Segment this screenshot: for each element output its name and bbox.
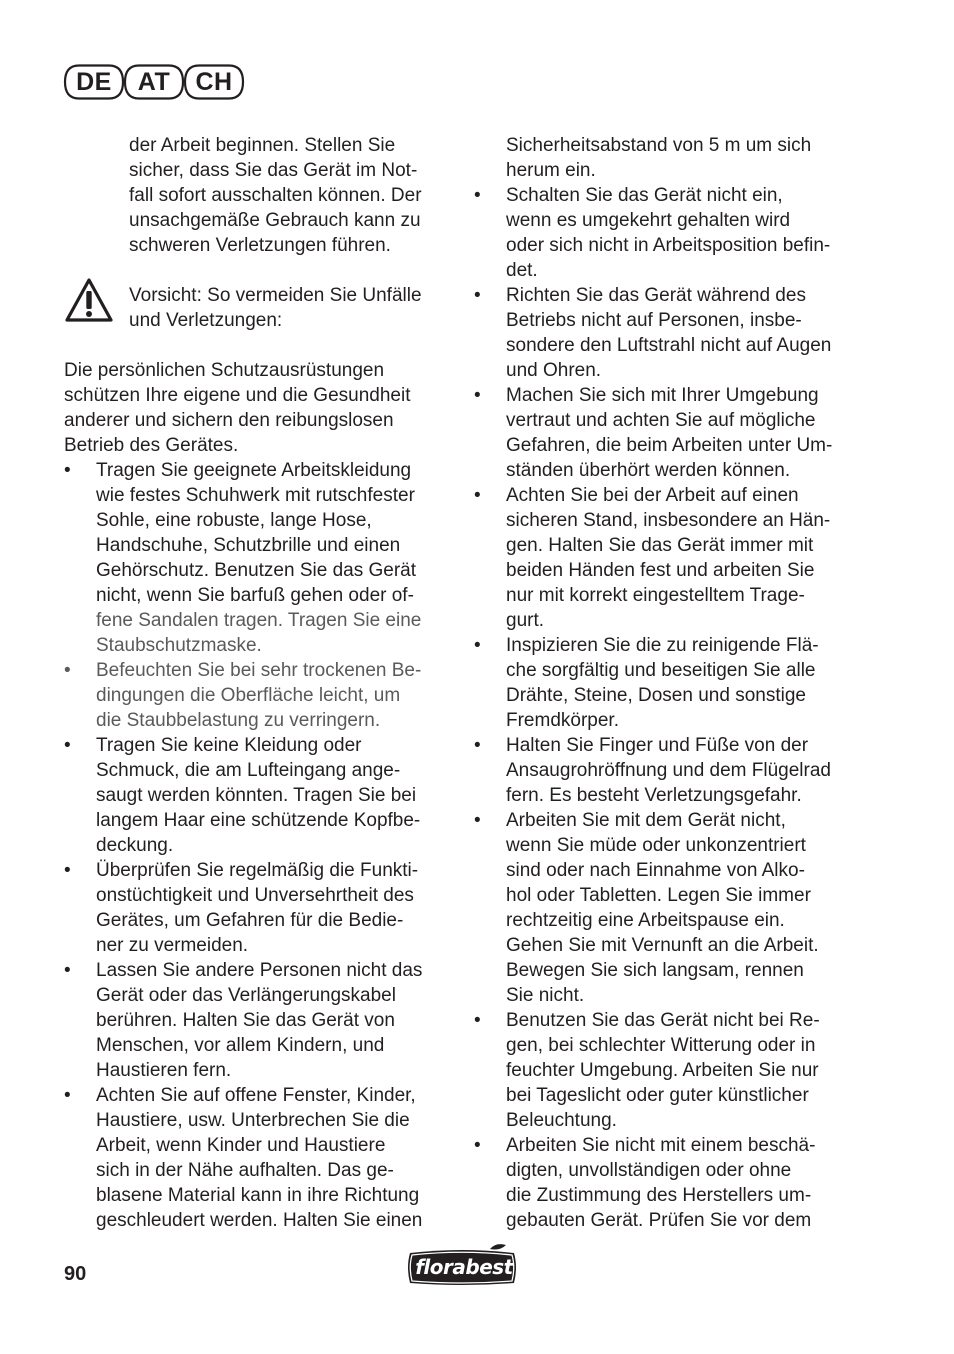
language-badge-de xyxy=(63,64,125,100)
text-line: blasene Material kann in ihre Richtung xyxy=(96,1185,420,1206)
text-line: deckung. xyxy=(96,835,174,856)
text-line: Haustieren fern. xyxy=(96,1060,232,1081)
language-badge-ch xyxy=(183,64,245,100)
list-item xyxy=(474,1008,869,1133)
text-line: und Verletzungen: xyxy=(129,310,283,331)
text-line: Die persönlichen Schutzausrüstungen xyxy=(64,360,385,381)
list-item xyxy=(474,383,869,483)
left-column xyxy=(64,133,459,1233)
text-line: wie festes Schuhwerk mit rutschfester xyxy=(96,485,415,506)
text-line: Tragen Sie keine Kleidung oder xyxy=(96,735,362,756)
text-line: gen. Halten Sie das Gerät immer mit xyxy=(506,535,814,556)
text-line: Schmuck, die am Lufteingang ange- xyxy=(96,760,401,781)
text-line: Gefahren, die beim Arbeiten unter Um- xyxy=(506,435,833,456)
text-line: sich in der Nähe aufhalten. Das ge- xyxy=(96,1160,394,1181)
text-line: Handschuhe, Schutzbrille und einen xyxy=(96,535,401,556)
text-line: Sohle, eine robuste, lange Hose, xyxy=(96,510,372,531)
text-line: che sorgfältig und beseitigen Sie alle xyxy=(506,660,816,681)
text-line: Gerätes, um Gefahren für die Bedie- xyxy=(96,910,404,931)
text-line: bei Tageslicht oder guter künstlicher xyxy=(506,1085,809,1106)
list-item xyxy=(474,808,869,1008)
text-line: Schalten Sie das Gerät nicht ein, xyxy=(506,185,783,206)
right-column xyxy=(474,133,869,1233)
text-line: oder sich nicht in Arbeitsposition befin- xyxy=(506,235,831,256)
language-badges xyxy=(63,64,243,100)
text-line: Betriebs nicht auf Personen, insbe- xyxy=(506,310,802,331)
text-line: berühren. Halten Sie das Gerät von xyxy=(96,1010,395,1031)
text-line: ständen überhört werden können. xyxy=(506,460,791,481)
text-line: wenn es umgekehrt gehalten wird xyxy=(506,210,791,231)
text-line: Sie nicht. xyxy=(506,985,585,1006)
text-line: wenn Sie müde oder unkonzentriert xyxy=(506,835,806,856)
text-line: Arbeiten Sie nicht mit einem beschä- xyxy=(506,1135,816,1156)
text-line: anderer und sichern den reibungslosen xyxy=(64,410,394,431)
text-line: langem Haar eine schützende Kopfbe- xyxy=(96,810,421,831)
text-line: Menschen, vor allem Kindern, und xyxy=(96,1035,385,1056)
text-line: fern. Es besteht Verletzungsgefahr. xyxy=(506,785,802,806)
list-item xyxy=(474,283,869,383)
text-line: sicher, dass Sie das Gerät im Not- xyxy=(129,160,418,181)
text-line: sicheren Stand, insbesondere an Hän- xyxy=(506,510,831,531)
text-line: ner zu vermeiden. xyxy=(96,935,249,956)
text-line: Betrieb des Gerätes. xyxy=(64,435,239,456)
list-item xyxy=(64,958,459,1083)
left-bullet-list xyxy=(64,458,459,1233)
text-line: fene Sandalen tragen. Tragen Sie eine xyxy=(96,610,422,631)
bullet-mark: • xyxy=(64,960,71,981)
text-line: gen, bei schlechter Witterung oder in xyxy=(506,1035,816,1056)
text-line: sind oder nach Einnahme von Alko- xyxy=(506,860,805,881)
bullet-mark: • xyxy=(64,1085,71,1106)
text-line: rechtzeitig eine Arbeitspause ein. xyxy=(506,910,785,931)
text-line: saugt werden könnten. Tragen Sie bei xyxy=(96,785,417,806)
text-line: herum ein. xyxy=(506,160,596,181)
text-line: Machen Sie sich mit Ihrer Umgebung xyxy=(506,385,819,406)
text-line: hol oder Tabletten. Legen Sie immer xyxy=(506,885,811,906)
bullet-mark: • xyxy=(474,1010,481,1031)
bullet-mark: • xyxy=(64,460,71,481)
text-line: Arbeiten Sie mit dem Gerät nicht, xyxy=(506,810,786,831)
text-line: Richten Sie das Gerät während des xyxy=(506,285,806,306)
bullet-mark: • xyxy=(64,735,71,756)
text-line: feuchter Umgebung. Arbeiten Sie nur xyxy=(506,1060,819,1081)
bullet-mark: • xyxy=(474,385,481,406)
text-line: Lassen Sie andere Personen nicht das xyxy=(96,960,423,981)
right-bullet-list xyxy=(474,183,869,1233)
text-line: Vorsicht: So vermeiden Sie Unfälle xyxy=(129,285,422,306)
text-line: Arbeit, wenn Kinder und Haustiere xyxy=(96,1135,386,1156)
text-line: Halten Sie Finger und Füße von der xyxy=(506,735,809,756)
text-line: gebauten Gerät. Prüfen Sie vor dem xyxy=(506,1210,812,1231)
intro-paragraph xyxy=(64,358,459,458)
intro-text xyxy=(64,133,459,258)
continued-text xyxy=(474,133,869,183)
text-line: geschleudert werden. Halten Sie einen xyxy=(96,1210,423,1231)
bullet-mark: • xyxy=(474,485,481,506)
list-item xyxy=(64,458,459,658)
text-line: gurt. xyxy=(506,610,545,631)
list-item xyxy=(64,858,459,958)
text-line: Ansaugrohröffnung und dem Flügelrad xyxy=(506,760,831,781)
bullet-mark: • xyxy=(64,860,71,881)
list-item xyxy=(474,1133,869,1233)
text-line: nur mit korrekt eingestelltem Trage- xyxy=(506,585,805,606)
text-line: Gehörschutz. Benutzen Sie das Gerät xyxy=(96,560,417,581)
text-line: Inspizieren Sie die zu reinigende Flä- xyxy=(506,635,819,656)
text-line: die Zustimmung des Herstellers um- xyxy=(506,1185,812,1206)
list-item xyxy=(64,1083,459,1233)
list-item xyxy=(474,733,869,808)
text-line: schützen Ihre eigene und die Gesundheit xyxy=(64,385,411,406)
bullet-mark: • xyxy=(474,635,481,656)
text-line: Achten Sie auf offene Fenster, Kinder, xyxy=(96,1085,416,1106)
text-line: Sicherheitsabstand von 5 m um sich xyxy=(506,135,812,156)
florabest-logo xyxy=(404,1243,520,1289)
text-line: Beleuchtung. xyxy=(506,1110,617,1131)
text-line: dingungen die Oberfläche leicht, um xyxy=(96,685,401,706)
text-line: sondere den Luftstrahl nicht auf Augen xyxy=(506,335,832,356)
text-line: Benutzen Sie das Gerät nicht bei Re- xyxy=(506,1010,820,1031)
text-line: digten, unvollständigen oder ohne xyxy=(506,1160,792,1181)
list-item xyxy=(474,483,869,633)
text-line: Tragen Sie geeignete Arbeitskleidung xyxy=(96,460,412,481)
text-line: Achten Sie bei der Arbeit auf einen xyxy=(506,485,799,506)
list-item xyxy=(474,633,869,733)
language-badge-label: AT xyxy=(137,68,171,96)
page-number: 90 xyxy=(64,1263,87,1285)
text-line: Befeuchten Sie bei sehr trockenen Be- xyxy=(96,660,422,681)
logo-text: florabest xyxy=(415,1255,513,1279)
text-line: Drähte, Steine, Dosen und sonstige xyxy=(506,685,806,706)
text-line: Haustiere, usw. Unterbrechen Sie die xyxy=(96,1110,410,1131)
warning-text xyxy=(129,283,459,333)
text-line: und Ohren. xyxy=(506,360,602,381)
bullet-mark: • xyxy=(64,660,71,681)
text-line: Fremdkörper. xyxy=(506,710,619,731)
text-line: der Arbeit beginnen. Stellen Sie xyxy=(129,135,396,156)
text-line: unsachgemäße Gebrauch kann zu xyxy=(129,210,421,231)
text-line: die Staubbelastung zu verringern. xyxy=(96,710,381,731)
text-line: Staubschutzmaske. xyxy=(96,635,262,656)
list-item xyxy=(64,658,459,733)
text-line: vertraut und achten Sie auf mögliche xyxy=(506,410,816,431)
list-item xyxy=(474,183,869,283)
list-item xyxy=(64,733,459,858)
bullet-mark: • xyxy=(474,1135,481,1156)
text-line: Bewegen Sie sich langsam, rennen xyxy=(506,960,804,981)
text-line: fall sofort ausschalten können. Der xyxy=(129,185,422,206)
text-line: Gehen Sie mit Vernunft an die Arbeit. xyxy=(506,935,819,956)
text-line: beiden Händen fest und arbeiten Sie xyxy=(506,560,815,581)
text-line: det. xyxy=(506,260,538,281)
bullet-mark: • xyxy=(474,285,481,306)
language-badge-label: DE xyxy=(76,68,112,96)
bullet-mark: • xyxy=(474,185,481,206)
text-line: nicht, wenn Sie barfuß gehen oder of- xyxy=(96,585,414,606)
bullet-mark: • xyxy=(474,810,481,831)
language-badge-at xyxy=(123,64,185,100)
bullet-mark: • xyxy=(474,735,481,756)
warning-note xyxy=(64,283,459,333)
text-line: schweren Verletzungen führen. xyxy=(129,235,391,256)
text-line: Gerät oder das Verlängerungskabel xyxy=(96,985,396,1006)
warning-triangle-icon xyxy=(64,277,114,323)
text-line: onstüchtigkeit und Unversehrtheit des xyxy=(96,885,414,906)
language-badge-label: CH xyxy=(195,68,233,96)
text-line: Überprüfen Sie regelmäßig die Funkti- xyxy=(96,860,419,881)
